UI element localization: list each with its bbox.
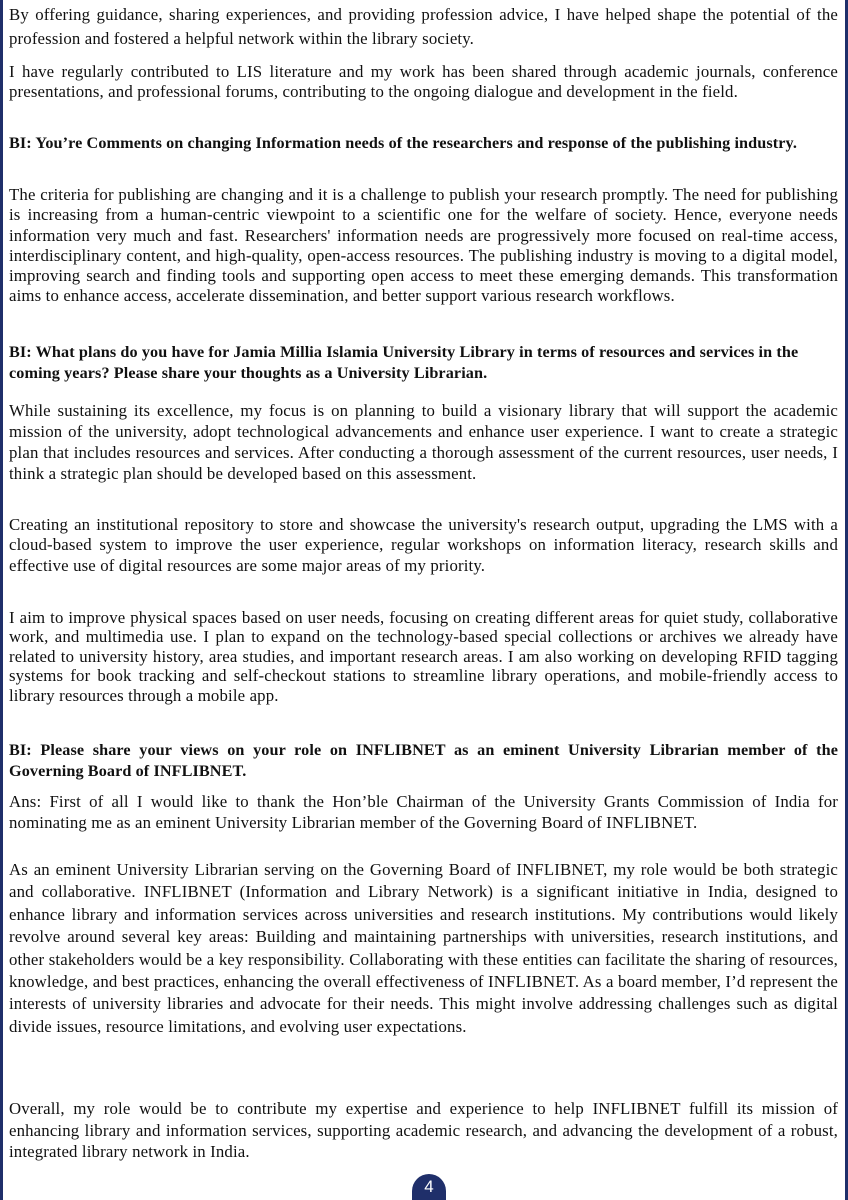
answer-inflibnet-1: Ans: First of all I would like to thank the Hon’ble Chairman of the University Grants Commission of India for nominating me as an eminent University Librarian member of the Governing Board of INFLIBNET. (9, 792, 838, 832)
answer-library-plans-3: I aim to improve physical spaces based on user needs, focusing on creating different areas for quiet study, collaborative work, and multimedia use. I plan to expand on the technology-based special collections or archives we already have related to university history, area studies, and important research areas. I am also working on developing RFID tagging systems for book tracking and self-checkout stations to streamline library operations, and mobile-friendly access to library resources through a mobile app. (9, 608, 838, 705)
paragraph-contributions: I have regularly contributed to LIS literature and my work has been shared through academic journals, conference presentations, and professional forums, contributing to the ongoing dialogue and development in the field. (9, 62, 838, 101)
answer-library-plans-2: Creating an institutional repository to store and showcase the university's research output, upgrading the LMS with a cloud-based system to improve the user experience, regular workshops on information literacy, research skills and effective use of digital resources are some major areas of my priority. (9, 515, 838, 575)
answer-inflibnet-3: Overall, my role would be to contribute my expertise and experience to help INFLIBNET fulfill its mission of enhancing library and information services, supporting academic research, and advancing the development of a robust, integrated library network in India. (9, 1099, 838, 1161)
answer-library-plans-1: While sustaining its excellence, my focus is on planning to build a visionary library that will support the academic mission of the university, adopt technological advancements and enhance user experience. I want to create a strategic plan that includes resources and services. After conducting a thorough assessment of the current resources, user needs, I think a strategic plan should be developed based on this assessment. (9, 401, 838, 483)
answer-inflibnet-2: As an eminent University Librarian serving on the Governing Board of INFLIBNET, my role would be both strategic and collaborative. INFLIBNET (Information and Library Network) is a significant initiative in India, designed to enhance library and information services across universities and research institutions. My contributions would likely revolve around several key areas: Building and maintaining partnerships with universities, research institutions, and other stakeholders would be a key responsibility. Collaborating with these entities can facilitate the sharing of resources, knowledge, and best practices, enhancing the overall effectiveness of INFLIBNET. As a board member, I’d represent the interests of university libraries and advocate for their needs. This might involve addressing challenges such as digital divide issues, resource limitations, and evolving user expectations. (9, 860, 838, 1036)
page-number: 4 (412, 1174, 446, 1200)
question-library-plans: BI: What plans do you have for Jamia Millia Islamia University Library in terms of resources and services in the coming years? Please share your thoughts as a University Librarian. (9, 343, 799, 382)
answer-information-needs: The criteria for publishing are changing and it is a challenge to publish your research promptly. The need for publishing is increasing from a human-centric viewpoint to a scientific one for the welfare of society. Hence, everyone needs information very much and fast. Researchers' information needs are progressively more focused on real-time access, interdisciplinary content, and high-quality, open-access resources. The publishing industry is moving to a digital model, improving search and finding tools and supporting open access to meet these emerging demands. This transformation aims to enhance access, accelerate dissemination, and better support various research workflows. (9, 185, 838, 306)
question-inflibnet-role: BI: Please share your views on your role on INFLIBNET as an eminent University Librarian member of the Governing Board of INFLIBNET. (9, 741, 838, 780)
paragraph-mentoring: By offering guidance, sharing experiences, and providing profession advice, I have helped shape the potential of the profession and fostered a helpful network within the library society. (9, 5, 838, 48)
question-information-needs: BI: You’re Comments on changing Information needs of the researchers and response of the publishing industry. (9, 134, 797, 152)
